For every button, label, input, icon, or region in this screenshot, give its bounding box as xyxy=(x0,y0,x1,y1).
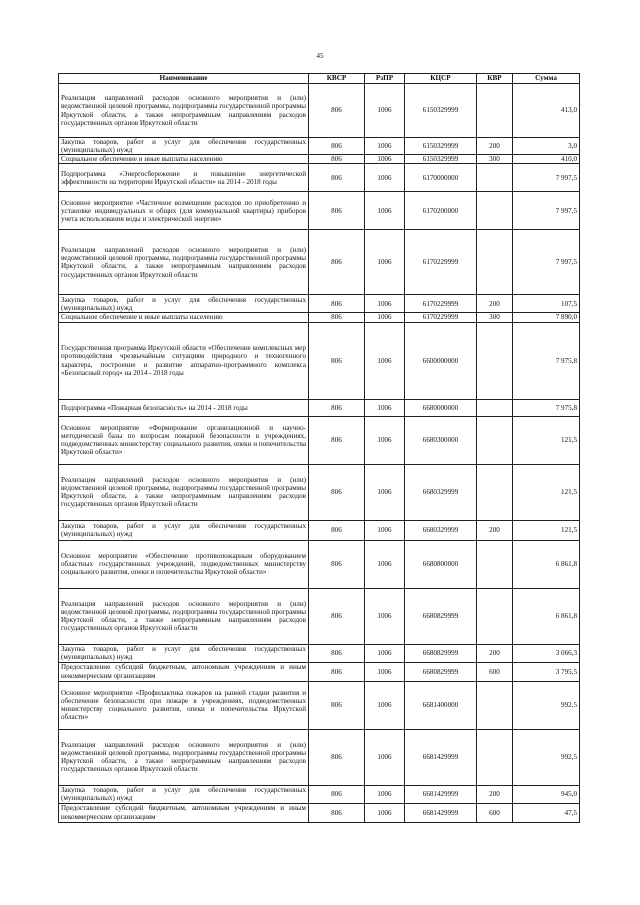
cell-rzpr: 1006 xyxy=(365,192,405,230)
cell-sum: 47,5 xyxy=(513,803,580,822)
cell-kvsr: 806 xyxy=(309,230,365,295)
cell-kvsr: 806 xyxy=(309,681,365,729)
table-row xyxy=(59,681,580,729)
table-row xyxy=(59,416,580,464)
cell-kvr xyxy=(477,681,513,729)
cell-rzpr: 1006 xyxy=(365,399,405,416)
table-row xyxy=(59,399,580,416)
cell-kvr: 600 xyxy=(477,803,513,822)
cell-sum: 992,5 xyxy=(513,729,580,785)
cell-kcsr: 6680800000 xyxy=(405,540,477,588)
cell-name: Реализация направлений расходов основного мероприятия и (или) ведомственной целевой программы, подпрограммы государственной программы Иркутской области, а также непрограммным направлениям расходов государственных органов Иркутской области xyxy=(59,230,309,295)
cell-sum: 107,5 xyxy=(513,295,580,313)
cell-kvsr: 806 xyxy=(309,588,365,644)
cell-name: Закупка товаров, работ и услуг для обеспечения государственных (муниципальных) нужд xyxy=(59,520,309,540)
cell-kcsr: 6170229999 xyxy=(405,313,477,322)
page-number: 45 xyxy=(316,52,324,60)
cell-name: Социальное обеспечение и иные выплаты населению xyxy=(59,155,309,164)
cell-sum: 7 890,0 xyxy=(513,313,580,322)
cell-kvsr: 806 xyxy=(309,785,365,803)
cell-rzpr: 1006 xyxy=(365,84,405,138)
cell-kcsr: 6600000000 xyxy=(405,322,477,399)
cell-kvr: 300 xyxy=(477,155,513,164)
table-row xyxy=(59,164,580,192)
cell-kvr xyxy=(477,416,513,464)
cell-kvsr: 806 xyxy=(309,164,365,192)
cell-kvsr: 806 xyxy=(309,313,365,322)
column-header-sum: Сумма xyxy=(513,74,580,84)
table-row xyxy=(59,138,580,155)
cell-rzpr: 1006 xyxy=(365,729,405,785)
cell-kvsr: 806 xyxy=(309,84,365,138)
cell-kvsr: 806 xyxy=(309,399,365,416)
cell-sum: 7 975,8 xyxy=(513,399,580,416)
cell-kvsr: 806 xyxy=(309,155,365,164)
cell-name: Предоставление субсидий бюджетным, автономным учреждениям и иным некоммерческим организациям xyxy=(59,662,309,681)
cell-sum: 7 997,5 xyxy=(513,164,580,192)
cell-kcsr: 6170229999 xyxy=(405,230,477,295)
cell-rzpr: 1006 xyxy=(365,588,405,644)
cell-rzpr: 1006 xyxy=(365,644,405,662)
cell-kvr: 200 xyxy=(477,138,513,155)
cell-rzpr: 1006 xyxy=(365,295,405,313)
cell-kvr: 200 xyxy=(477,644,513,662)
cell-sum: 121,5 xyxy=(513,520,580,540)
cell-rzpr: 1006 xyxy=(365,785,405,803)
cell-kcsr: 6681429999 xyxy=(405,785,477,803)
cell-kcsr: 6680300000 xyxy=(405,416,477,464)
table-row xyxy=(59,785,580,803)
cell-kcsr: 6150329999 xyxy=(405,84,477,138)
table-body xyxy=(59,84,580,823)
cell-kvr xyxy=(477,84,513,138)
cell-kvr: 200 xyxy=(477,785,513,803)
cell-kvsr: 806 xyxy=(309,662,365,681)
cell-kvr: 200 xyxy=(477,520,513,540)
cell-kvr xyxy=(477,192,513,230)
cell-sum: 6 861,8 xyxy=(513,588,580,644)
cell-sum: 121,5 xyxy=(513,464,580,520)
cell-kvsr: 806 xyxy=(309,729,365,785)
cell-rzpr: 1006 xyxy=(365,464,405,520)
cell-name: Основное мероприятие «Формирование организационной и научно-методической базы по вопросам пожарной безопасности в учреждениях, подведомственных министерству социального развития, опеки и попечительства Иркутской области» xyxy=(59,416,309,464)
cell-kvr xyxy=(477,464,513,520)
cell-kcsr: 6680829999 xyxy=(405,662,477,681)
cell-kvsr: 806 xyxy=(309,464,365,520)
cell-sum: 7 975,8 xyxy=(513,322,580,399)
cell-sum: 992,5 xyxy=(513,681,580,729)
column-header-kcsr: КЦСР xyxy=(405,74,477,84)
cell-rzpr: 1006 xyxy=(365,681,405,729)
cell-name: Подпрограмма «Пожарная безопасность» на 2014 - 2018 годы xyxy=(59,399,309,416)
cell-kvr xyxy=(477,588,513,644)
table-row xyxy=(59,803,580,822)
cell-kcsr: 6681429999 xyxy=(405,803,477,822)
cell-name: Реализация направлений расходов основного мероприятия и (или) ведомственной целевой программы, подпрограммы государственной программы Иркутской области, а также непрограммным направлениям расходов государственных органов Иркутской области xyxy=(59,464,309,520)
cell-kcsr: 6170000000 xyxy=(405,164,477,192)
cell-rzpr: 1006 xyxy=(365,164,405,192)
cell-name: Закупка товаров, работ и услуг для обеспечения государственных (муниципальных) нужд xyxy=(59,138,309,155)
cell-kvsr: 806 xyxy=(309,138,365,155)
cell-kvr xyxy=(477,540,513,588)
cell-kvsr: 806 xyxy=(309,644,365,662)
column-header-name: Наименование xyxy=(59,74,309,84)
cell-rzpr: 1006 xyxy=(365,416,405,464)
cell-sum: 121,5 xyxy=(513,416,580,464)
table-row xyxy=(59,729,580,785)
table-row xyxy=(59,192,580,230)
table-row xyxy=(59,322,580,399)
table-header xyxy=(59,74,580,84)
cell-kcsr: 6150329999 xyxy=(405,138,477,155)
table-row xyxy=(59,540,580,588)
table-row xyxy=(59,230,580,295)
table-row xyxy=(59,155,580,164)
cell-rzpr: 1006 xyxy=(365,230,405,295)
cell-kcsr: 6681429999 xyxy=(405,729,477,785)
cell-kvr: 600 xyxy=(477,662,513,681)
column-header-kvr: КВР xyxy=(477,74,513,84)
cell-name: Закупка товаров, работ и услуг для обеспечения государственных (муниципальных) нужд xyxy=(59,644,309,662)
cell-rzpr: 1006 xyxy=(365,138,405,155)
column-header-kvsr: КВСР xyxy=(309,74,365,84)
cell-kcsr: 6170229999 xyxy=(405,295,477,313)
cell-name: Основное мероприятие «Частичное возмещение расходов по приобретению и установке индивидуальных и общих (для коммунальной квартиры) приборов учета использования воды и электрической энергии» xyxy=(59,192,309,230)
table-row xyxy=(59,464,580,520)
cell-kvsr: 806 xyxy=(309,416,365,464)
cell-sum: 3 066,3 xyxy=(513,644,580,662)
table-row xyxy=(59,644,580,662)
cell-rzpr: 1006 xyxy=(365,803,405,822)
table-row xyxy=(59,313,580,322)
cell-kcsr: 6680329999 xyxy=(405,464,477,520)
cell-name: Закупка товаров, работ и услуг для обеспечения государственных (муниципальных) нужд xyxy=(59,785,309,803)
cell-sum: 7 997,5 xyxy=(513,192,580,230)
cell-kvsr: 806 xyxy=(309,322,365,399)
cell-rzpr: 1006 xyxy=(365,313,405,322)
table-row xyxy=(59,520,580,540)
cell-kvr xyxy=(477,322,513,399)
cell-name: Социальное обеспечение и иные выплаты населению xyxy=(59,313,309,322)
cell-kvsr: 806 xyxy=(309,540,365,588)
cell-kvsr: 806 xyxy=(309,520,365,540)
cell-rzpr: 1006 xyxy=(365,540,405,588)
cell-rzpr: 1006 xyxy=(365,322,405,399)
cell-rzpr: 1006 xyxy=(365,662,405,681)
cell-kcsr: 6680000000 xyxy=(405,399,477,416)
cell-kvr xyxy=(477,164,513,192)
cell-kcsr: 6680829999 xyxy=(405,588,477,644)
cell-sum: 413,0 xyxy=(513,84,580,138)
cell-sum: 6 861,8 xyxy=(513,540,580,588)
cell-kcsr: 6170200000 xyxy=(405,192,477,230)
cell-rzpr: 1006 xyxy=(365,155,405,164)
cell-kvsr: 806 xyxy=(309,803,365,822)
cell-name: Реализация направлений расходов основного мероприятия и (или) ведомственной целевой программы, подпрограммы государственной программы Иркутской области, а также непрограммным направлениям расходов государственных органов Иркутской области xyxy=(59,729,309,785)
cell-name: Закупка товаров, работ и услуг для обеспечения государственных (муниципальных) нужд xyxy=(59,295,309,313)
cell-sum: 7 997,5 xyxy=(513,230,580,295)
table-row xyxy=(59,84,580,138)
cell-kvr: 200 xyxy=(477,295,513,313)
cell-kvsr: 806 xyxy=(309,192,365,230)
cell-name: Подпрограмма «Энергосбережение и повышение энергетической эффективности на территории Иркутской области» на 2014 - 2018 годы xyxy=(59,164,309,192)
cell-sum: 3,0 xyxy=(513,138,580,155)
cell-sum: 3 795,5 xyxy=(513,662,580,681)
table-row xyxy=(59,662,580,681)
cell-sum: 945,0 xyxy=(513,785,580,803)
cell-rzpr: 1006 xyxy=(365,520,405,540)
cell-kcsr: 6680829999 xyxy=(405,644,477,662)
cell-kvsr: 806 xyxy=(309,295,365,313)
cell-sum: 410,0 xyxy=(513,155,580,164)
cell-kvr xyxy=(477,729,513,785)
cell-kvr xyxy=(477,230,513,295)
cell-name: Реализация направлений расходов основного мероприятия и (или) ведомственной целевой программы, подпрограммы государственной программы Иркутской области, а также непрограммным направлениям расходов государственных органов Иркутской области xyxy=(59,588,309,644)
cell-kcsr: 6680329999 xyxy=(405,520,477,540)
cell-name: Основное мероприятие «Профилактика пожаров на ранней стадии развития и обеспечение безопасности при пожаре в учреждениях, подведомственных министерству социального развития, опеки и попечительства Иркутской области» xyxy=(59,681,309,729)
cell-kcsr: 6150329999 xyxy=(405,155,477,164)
cell-kcsr: 6681400000 xyxy=(405,681,477,729)
budget-table xyxy=(58,73,580,823)
table-row xyxy=(59,588,580,644)
cell-name: Реализация направлений расходов основного мероприятия и (или) ведомственной целевой программы, подпрограммы государственной программы Иркутской области, а также непрограммным направлениям расходов государственных органов Иркутской области xyxy=(59,84,309,138)
cell-name: Основное мероприятие «Обеспечение противопожарным оборудованием областных государственных учреждений, подведомственных министерству социального развития, опеки и попечительства Иркутской области» xyxy=(59,540,309,588)
cell-kvr: 300 xyxy=(477,313,513,322)
column-header-rzpr: РзПР xyxy=(365,74,405,84)
table-row xyxy=(59,295,580,313)
cell-name: Предоставление субсидий бюджетным, автономным учреждениям и иным некоммерческим организациям xyxy=(59,803,309,822)
table-header-row xyxy=(59,74,580,84)
cell-name: Государственная программа Иркутской области «Обеспечение комплексных мер противодействия чрезвычайным ситуациям природного и техногенного характера, построение и развитие аппаратно-программного комплекса «Безопасный город» на 2014 - 2018 годы xyxy=(59,322,309,399)
cell-kvr xyxy=(477,399,513,416)
